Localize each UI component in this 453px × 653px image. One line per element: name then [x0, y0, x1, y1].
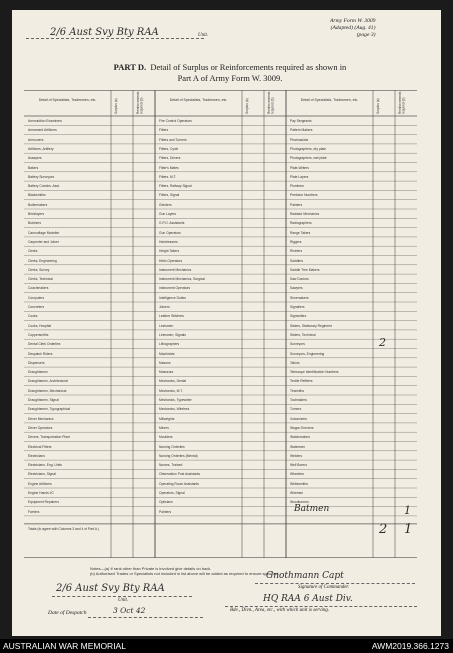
column-header: Detail of Specialists, Tradesmen, etc. — [300, 98, 359, 102]
specialist-label: Instrument Operators — [159, 286, 191, 291]
specialist-label: Cooks, Hospital — [28, 323, 52, 328]
specialist-label: Linesmen, Signals — [159, 332, 186, 337]
specialist-label: Nursing Orderlies — [159, 444, 185, 449]
specialist-label: Pay Sergeants — [290, 119, 312, 123]
specialist-label: Surveyors, Engineering — [290, 351, 325, 356]
specialist-label: Boilermakers — [28, 202, 48, 207]
specialist-label: Fitters, Drivers — [159, 156, 181, 161]
specialist-label: Nurses, Trained — [159, 463, 183, 468]
specialist-label: Assayers — [28, 156, 42, 161]
specialist-label: Linesmen — [159, 323, 174, 328]
specialist-label: Computers — [28, 295, 45, 300]
specialist-label: Surveyors — [290, 342, 305, 347]
specialist-label: Fitters — [159, 128, 169, 133]
specialist-label: Well Borers — [290, 463, 307, 468]
specialist-label: Mechanics, Dental — [159, 379, 187, 384]
formation-label: Bde., Divn., Area, etc., with which unit is serving. — [230, 608, 330, 613]
specialist-label: Electrical Fitters — [28, 444, 52, 449]
specialist-label: Fitters, Railway Signal — [159, 184, 192, 189]
total-surplus: 2 — [379, 521, 388, 537]
date-line — [88, 617, 203, 618]
specialist-label: Wheelers — [290, 472, 304, 477]
specialist-label: Instrument Mechanics — [159, 267, 192, 272]
specialist-label: Ammunition Examiners — [28, 119, 62, 123]
specialist-label: Masons — [159, 360, 171, 365]
specialist-label: Lithographers — [159, 342, 180, 347]
specialist-label: Observation Post Assistants — [159, 472, 201, 477]
signature-line — [255, 583, 415, 584]
specialist-label: Coppersmiths — [28, 332, 49, 337]
specialist-label: Bakers — [28, 165, 39, 170]
specialist-label: Welders — [290, 453, 303, 458]
handwritten-row-label: Batmen — [294, 503, 330, 514]
specialist-label: Toolmakers — [290, 398, 307, 402]
specialist-label: Shoemakers — [290, 295, 309, 300]
specialist-label: Riveters — [290, 249, 303, 254]
form-ref-line: (page 3) — [356, 32, 376, 38]
specialist-label: Battery Comdrs. Asst. — [28, 184, 60, 189]
specialist-label: Saw Doctors — [290, 277, 309, 282]
total-reinforcements: 1 — [404, 521, 413, 537]
surplus-entry: 2 — [379, 336, 386, 350]
specialist-label: Moulders — [159, 435, 173, 440]
specialist-label: Instrument Mechanics, Surgical — [159, 277, 205, 282]
archive-name: AUSTRALIAN WAR MEMORIAL — [3, 641, 126, 651]
specialist-label: Woodturners — [290, 500, 309, 505]
specialist-label: Machinists — [159, 351, 175, 356]
specialist-label: Tailors — [290, 360, 300, 365]
title-text-2: Part A of Army Form W. 3009. — [177, 73, 283, 83]
specialist-label: Fire Control Operators — [159, 119, 192, 123]
specialist-label: Textile Refitters — [290, 379, 313, 384]
specialist-label: Joiners — [159, 305, 170, 309]
specialist-label: Engine Hands I/C — [28, 491, 54, 495]
specialist-label: Mechanics, Typewriter — [159, 398, 192, 402]
specialist-label: Draughtsmen, Signal — [28, 398, 59, 402]
specialist-label: Driver Operators — [28, 425, 53, 430]
specialist-label: Cooks — [28, 314, 38, 319]
specialist-label: Operating Room Assistants — [159, 481, 199, 486]
specialist-label: Fitter's Mates — [159, 165, 179, 170]
specialist-label: Clerks, Technical — [28, 277, 53, 282]
archive-footer — [0, 639, 453, 653]
specialist-label: Watermen — [290, 444, 306, 449]
specialist-label: Intelligence Duties — [159, 295, 186, 300]
form-title — [40, 62, 420, 84]
surplus-header: Surplus (a) — [114, 98, 118, 114]
reinforcements-header: Reinforcements required (b) — [267, 91, 275, 114]
specialist-label: Electricians, Signal — [28, 472, 56, 477]
reinforcements-header: Reinforcements required (b) — [136, 91, 144, 114]
totals-label: Totals (to agree with Columns 3 and 4 of Part A.) — [28, 526, 99, 531]
specialist-label: Watchmakers — [290, 435, 311, 440]
date-of-despatch: 3 Oct 42 — [113, 606, 146, 615]
bottom-unit-line — [52, 596, 192, 597]
specialist-label: Helio Operators — [159, 258, 183, 263]
specialist-label: Riggers — [290, 239, 302, 244]
specialist-label: Signwriters — [290, 314, 307, 319]
specialist-label: Photographers, dry plate — [290, 146, 327, 151]
specialist-label: Painters — [159, 509, 172, 514]
specialist-label: Turners — [290, 407, 302, 412]
specialist-label: Operators, Signal — [159, 491, 185, 495]
formation-handwritten: HQ RAA 6 Aust Div. — [263, 594, 353, 604]
specialist-label: Draughtsmen, Mechanical — [28, 388, 67, 393]
specialist-label: Electricians, Eng. Units — [28, 463, 62, 468]
specialist-label: Mechanics, Wireless — [159, 407, 190, 412]
specialist-label: Pattern Makers — [290, 128, 313, 133]
specialist-label: Sisters, Technical — [290, 332, 316, 337]
specialist-label: Driver Mechanics — [28, 416, 54, 421]
note-line: (b) Authorised Trades or Specialists not included in list above will be added as required to ensure specified. — [90, 571, 280, 576]
specialist-label: Leather Stitchers — [159, 314, 184, 319]
specialist-label: Grinders — [159, 202, 172, 207]
specialist-label: Draughtsmen, Typographical — [28, 407, 71, 412]
specialist-label: Sisters, Stationary Regiment — [290, 323, 332, 328]
specialist-label: Drivers, Transportation Plant — [28, 435, 70, 440]
surplus-header: Surplus (a) — [376, 98, 380, 114]
specialist-label: Farriers — [28, 509, 40, 514]
specialist-label: Saddlers — [290, 258, 304, 263]
column-header: Detail of Specialists, Tradesmen, etc. — [169, 98, 228, 102]
specialist-label: Tinsmiths — [290, 388, 304, 393]
specialist-label: Coachmakers — [28, 286, 49, 291]
form-ref-line: (Adapted) (Aug. 41) — [330, 25, 376, 31]
specialist-label: Armament Artificers — [28, 128, 57, 133]
specialist-label: Whitesmiths — [290, 481, 308, 486]
specialist-label: Vulcanizers — [290, 416, 307, 421]
specialist-label: Plate Layers — [290, 174, 309, 179]
commander-signature: Gnothmann Capt — [266, 571, 344, 581]
date-of-despatch-label: Date of Despatch — [48, 610, 87, 616]
specialist-label: Signallers — [290, 305, 305, 309]
specialist-label: Clerks — [28, 249, 38, 254]
specialist-label: Telescope Identification Numbers — [290, 370, 339, 375]
specialist-label: Radiator Mechanics — [290, 212, 320, 216]
specialist-label: Bricklayers — [28, 212, 45, 216]
specialist-label: Photographers, wet plate — [290, 156, 327, 161]
specialist-label: Clerks, Engineering — [28, 258, 57, 263]
specialist-label: Height Takers — [159, 249, 180, 254]
specialist-label: Nursing Orderlies (Mental) — [159, 453, 198, 458]
specialist-label: Millwrights — [159, 416, 175, 421]
specialist-label: Radiographers — [290, 221, 312, 226]
specialist-label: Masseurs — [159, 370, 174, 375]
specialist-label: Mechanics, M.T. — [159, 388, 183, 393]
unit-handwritten: 2/6 Aust Svy Bty RAA — [50, 27, 159, 38]
archive-reference: AWM2019.366.1273 — [371, 641, 449, 651]
specialist-label: Predictor Numbers — [290, 193, 318, 198]
reinforcements-header: Reinforcements required (b) — [398, 91, 406, 114]
specialist-label: Plate-Writers — [290, 165, 309, 170]
formation-line — [225, 606, 417, 607]
specialist-label: Butchers — [28, 221, 42, 226]
specialist-label: Fitters, Signal — [159, 193, 180, 198]
unit-line — [26, 38, 204, 39]
specialist-label: Gun Operators — [159, 230, 181, 235]
specialist-label: Engine Artificers — [28, 481, 52, 486]
specialist-label: Miners — [159, 425, 169, 430]
specialist-label: Despatch Riders — [28, 351, 53, 356]
specialist-label: Fitters and Turners — [159, 137, 187, 142]
reinforcement-entry: 1 — [404, 503, 411, 517]
specialist-label: Draughtsmen — [28, 370, 48, 375]
specialist-label: Concreters — [28, 305, 45, 309]
specialist-label: Painters — [290, 202, 303, 207]
specialist-label: Plumbers — [290, 184, 304, 189]
note-line: Notes—(a) If rank other than Private is involved give details on back. — [90, 566, 212, 571]
specialist-label: Battery Surveyors — [28, 174, 55, 179]
specialist-label: Dispensers — [28, 360, 45, 365]
specialists-table — [24, 90, 417, 558]
specialist-label: Fitters, Cycle — [159, 146, 179, 151]
specialist-label: Gun Layers — [159, 212, 177, 216]
bottom-unit-label: Unit. — [118, 598, 129, 603]
specialist-label: Wiremen — [290, 491, 304, 495]
specialist-label: Dental Clerk Orderlies — [28, 342, 61, 347]
specialist-label: Artificers, Artillery — [28, 146, 54, 151]
specialist-label: Fitters, M.T. — [159, 174, 177, 179]
unit-label: Unit. — [198, 33, 209, 38]
specialist-label: G.P.O. Assistants — [159, 221, 185, 226]
specialist-label: Equipment Repairers — [28, 500, 59, 505]
part-label: PART D. — [113, 62, 147, 72]
specialist-label: Sawyers — [290, 286, 303, 291]
title-text: Detail of Surplus or Reinforcements required as shown in — [150, 62, 347, 72]
specialist-label: Electricians — [28, 453, 45, 458]
surplus-header: Surplus (a) — [245, 98, 249, 114]
form-reference — [330, 18, 375, 39]
column-header: Detail of Specialists, Tradesmen, etc. — [38, 98, 97, 102]
specialist-label: Range Takers — [290, 230, 311, 235]
specialist-label: Pharmacists — [290, 137, 309, 142]
specialist-label: Clerks, Survey — [28, 267, 50, 272]
specialist-label: Wagon Erectors — [290, 425, 314, 430]
bottom-unit-handwritten: 2/6 Aust Svy Bty RAA — [56, 583, 165, 594]
specialist-label: Opticians — [159, 500, 173, 505]
specialist-label: Hairdressers — [159, 239, 178, 244]
signature-label: Signature of Commander. — [298, 585, 350, 590]
specialist-label: Draughtsmen, Architectural — [28, 379, 68, 384]
form-ref-line: Army Form W. 3009 — [330, 18, 376, 24]
form-notes — [90, 566, 279, 576]
specialist-label: Blacksmiths — [28, 193, 46, 198]
specialist-label: Armourers — [28, 137, 44, 142]
specialist-label: Camouflage Modeller — [28, 230, 60, 235]
specialist-label: Saddle Tree Makers — [290, 267, 320, 272]
specialist-label: Carpenter and Joiner — [28, 239, 59, 244]
